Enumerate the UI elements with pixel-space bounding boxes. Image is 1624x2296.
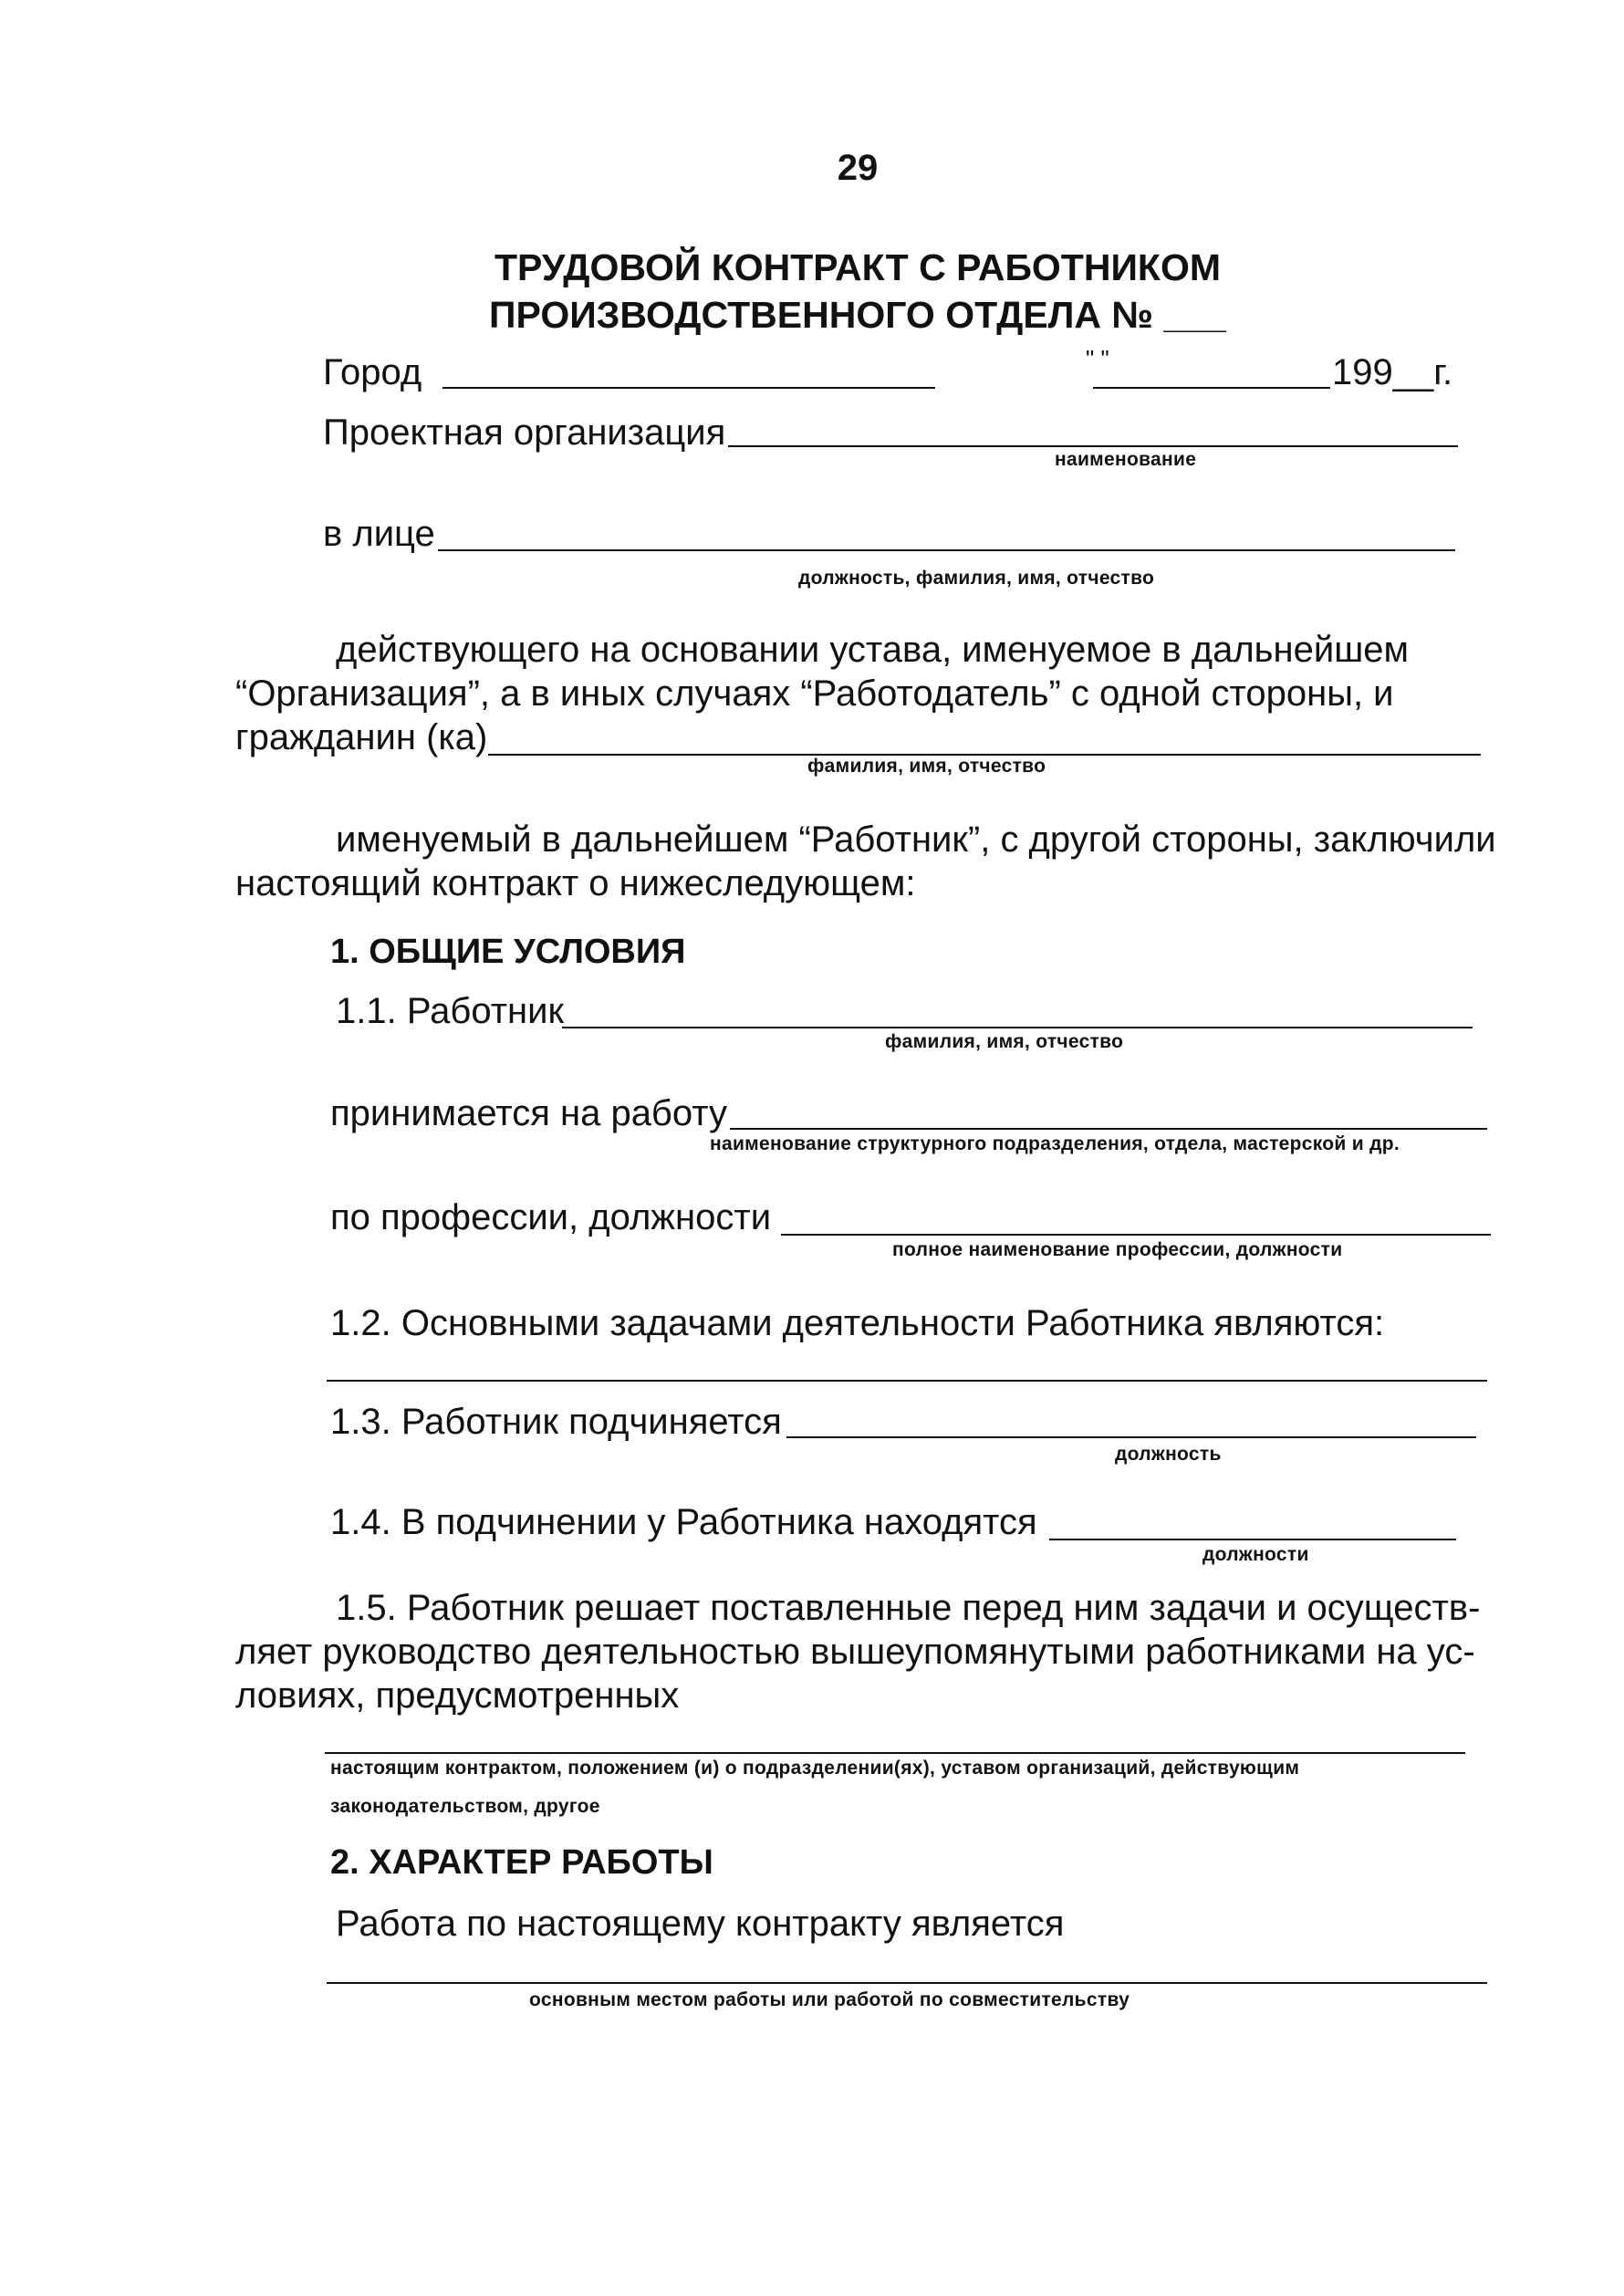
section2-caption: основным местом работы или работой по совместительству [529, 1989, 1130, 2010]
hired-caption: наименование структурного подразделения, отдела, мастерской и др. [710, 1133, 1400, 1154]
agreement-line1: именуемый в дальнейшем “Работник”, с другой стороны, заключили [336, 819, 1496, 860]
clause-1-1-caption: фамилия, имя, отчество [885, 1031, 1124, 1052]
org-caption: наименование [1055, 449, 1197, 470]
clause-1-4-label: 1.4. В подчинении у Работника находятся [330, 1502, 1037, 1542]
clause-1-2-line [327, 1380, 1487, 1382]
clause-1-5-caption2: законодательством, другое [330, 1796, 600, 1817]
preamble-line3: гражданин (ка) [235, 717, 488, 757]
section2-heading: 2. ХАРАКТЕР РАБОТЫ [330, 1843, 713, 1882]
clause-1-4-line [1049, 1539, 1456, 1540]
clause-1-5-line1: 1.5. Работник решает поставленные перед ним задачи и осуществ- [336, 1588, 1481, 1628]
document-title-line1: ТРУДОВОЙ КОНТРАКТ С РАБОТНИКОМ [494, 246, 1222, 288]
clause-1-1-line [562, 1027, 1473, 1028]
clause-1-5-line2: ляет руководство деятельностью вышеупомянутыми работниками на ус- [235, 1632, 1475, 1672]
clause-1-5-line [325, 1752, 1465, 1754]
document-title-line2: ПРОИЗВОДСТВЕННОГО ОТДЕЛА № ___ [489, 294, 1226, 336]
clause-1-3-label: 1.3. Работник подчиняется [330, 1402, 782, 1442]
city-line [442, 387, 935, 389]
represented-label: в лице [323, 514, 435, 554]
date-line [1093, 387, 1330, 389]
represented-caption: должность, фамилия, имя, отчество [798, 568, 1155, 589]
section1-heading: 1. ОБЩИЕ УСЛОВИЯ [330, 933, 686, 971]
section2-line [327, 1982, 1487, 1984]
clause-1-4-caption: должности [1202, 1544, 1309, 1565]
org-line [728, 445, 1458, 447]
citizen-caption: фамилия, имя, отчество [807, 756, 1046, 777]
clause-1-3-caption: должность [1115, 1444, 1222, 1465]
page-number: 29 [837, 148, 879, 188]
clause-1-2: 1.2. Основными задачами деятельности Работника являются: [330, 1303, 1385, 1343]
agreement-line2: настоящий контракт о нижеследующем: [235, 863, 916, 903]
profession-caption: полное наименование профессии, должности [892, 1239, 1343, 1260]
clause-1-3-line [786, 1436, 1476, 1438]
city-label: Город [323, 352, 422, 392]
preamble-line2: “Организация”, а в иных случаях “Работодатель” с одной стороны, и [235, 673, 1394, 714]
profession-label: по профессии, должности [330, 1197, 772, 1237]
represented-line [438, 549, 1455, 551]
date-quotes: " " [1086, 345, 1109, 372]
year-label: 199__г. [1332, 352, 1453, 392]
profession-line [781, 1234, 1491, 1236]
hired-line [730, 1128, 1487, 1130]
clause-1-5-line3: ловиях, предусмотренных [235, 1675, 680, 1716]
clause-1-5-caption1: настоящим контрактом, положением (и) о подразделении(ях), уставом организаций, действующим [330, 1758, 1300, 1779]
hired-label: принимается на работу [330, 1093, 727, 1133]
preamble-line1: действующего на основании устава, именуемое в дальнейшем [336, 630, 1410, 670]
org-label: Проектная организация [323, 412, 726, 453]
clause-1-1-label: 1.1. Работник [336, 991, 564, 1031]
section2-text: Работа по настоящему контракту является [336, 1904, 1065, 1944]
